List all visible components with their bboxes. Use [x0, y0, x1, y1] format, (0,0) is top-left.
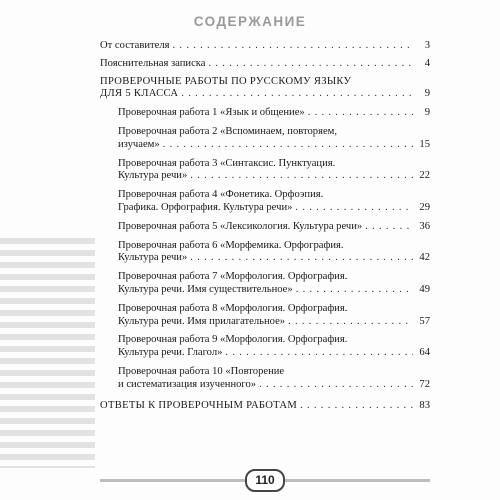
- toc-entry-label-cont: Культура речи. Имя прилагательное»: [118, 315, 286, 327]
- toc-entry-page: 4: [424, 57, 430, 69]
- toc-entry-label: Проверочная работа 9 «Морфология. Орфография.: [118, 334, 348, 346]
- toc-entry-label-cont: Культура речи. Имя существительное»: [118, 283, 293, 295]
- leader-dots: [225, 347, 413, 360]
- toc-entry-label-cont: Культура речи. Глагол»: [118, 347, 223, 359]
- toc-entry-page: 22: [419, 170, 430, 182]
- leader-dots: [259, 379, 413, 392]
- toc-entry-page: 83: [419, 399, 430, 411]
- toc-entry-label: Проверочная работа 4 «Фонетика. Орфоэпия.: [118, 189, 324, 201]
- toc-entry-page: 3: [424, 40, 430, 51]
- leader-dots: [295, 202, 413, 215]
- toc-section-entry[interactable]: [100, 400, 430, 413]
- toc-entry-page: 72: [419, 378, 430, 390]
- toc-entry-label: Проверочная работа 2 «Вспоминаем, повторяем,: [118, 125, 338, 137]
- toc-entry-label: Проверочная работа 1 «Язык и общение»: [118, 107, 305, 119]
- leader-dots: [365, 221, 413, 234]
- toc-entry-page: 36: [419, 220, 430, 232]
- toc-entry-label: Проверочная работа 5 «Лексикология. Культура речи»: [118, 220, 363, 232]
- toc-entry-page: 49: [419, 283, 430, 295]
- toc-entry-label-cont: изучаем»: [118, 138, 160, 150]
- toc-entry[interactable]: [100, 58, 430, 71]
- toc-entry-label: Проверочная работа 6 «Морфемика. Орфография.: [118, 239, 344, 251]
- toc-entry-label-cont: Культура речи»: [118, 252, 188, 264]
- leader-dots: [300, 400, 413, 413]
- leader-dots: [190, 252, 413, 265]
- toc-entry[interactable]: [100, 158, 430, 184]
- toc-entry[interactable]: [100, 107, 430, 120]
- toc-entry[interactable]: [100, 303, 430, 329]
- toc-entry-label: Проверочная работа 10 «Повторение: [118, 365, 285, 377]
- toc-entry-page: 64: [419, 347, 430, 359]
- toc-entry[interactable]: [100, 240, 430, 266]
- decorative-stripes: [0, 238, 95, 468]
- toc-entry-label-cont: Культура речи»: [118, 170, 188, 182]
- toc-entry-label: ПРОВЕРОЧНЫЕ РАБОТЫ ПО РУССКОМУ ЯЗЫКУ: [100, 75, 352, 87]
- table-of-contents: [100, 40, 430, 412]
- leader-dots: [163, 139, 413, 152]
- page-number-badge: 110: [245, 469, 285, 492]
- toc-entry-label: Пояснительная записка: [100, 57, 206, 69]
- leader-dots: [181, 88, 413, 101]
- page-footer: [100, 467, 430, 491]
- toc-entry[interactable]: [100, 221, 430, 234]
- leader-dots: [296, 284, 413, 297]
- toc-entry[interactable]: [100, 271, 430, 297]
- toc-entry-label: Проверочная работа 3 «Синтаксис. Пунктуация.: [118, 157, 336, 169]
- toc-entry-label: Проверочная работа 8 «Морфология. Орфография.: [118, 302, 348, 314]
- toc-entry-page: 29: [419, 201, 430, 213]
- leader-dots: [208, 58, 413, 71]
- leader-dots: [190, 170, 413, 183]
- toc-section-entry[interactable]: [100, 76, 430, 102]
- leader-dots: [308, 107, 413, 120]
- toc-entry-page: 42: [419, 252, 430, 264]
- toc-entry-label-cont: ДЛЯ 5 КЛАССА: [100, 88, 179, 100]
- toc-entry-page: 9: [424, 107, 430, 119]
- toc-entry-label: Проверочная работа 7 «Морфология. Орфография.: [118, 271, 348, 283]
- toc-entry-label-cont: и систематизация изученного»: [118, 378, 257, 390]
- leader-dots: [173, 40, 413, 53]
- toc-entry-label: От составителя: [100, 40, 170, 51]
- toc-entry-page: 9: [424, 88, 430, 100]
- toc-entry[interactable]: [100, 366, 430, 392]
- leader-dots: [288, 316, 413, 329]
- page-title: СОДЕРЖАНИЕ: [193, 14, 307, 29]
- toc-entry-page: 57: [419, 315, 430, 327]
- toc-entry[interactable]: [100, 40, 430, 53]
- toc-entry-page: 15: [419, 138, 430, 150]
- toc-entry[interactable]: [100, 189, 430, 215]
- toc-entry[interactable]: [100, 334, 430, 360]
- toc-entry-label-cont: Графика. Орфография. Культура речи»: [118, 201, 293, 213]
- toc-entry-label: ОТВЕТЫ К ПРОВЕРОЧНЫМ РАБОТАМ: [100, 399, 298, 411]
- toc-entry[interactable]: [100, 126, 430, 152]
